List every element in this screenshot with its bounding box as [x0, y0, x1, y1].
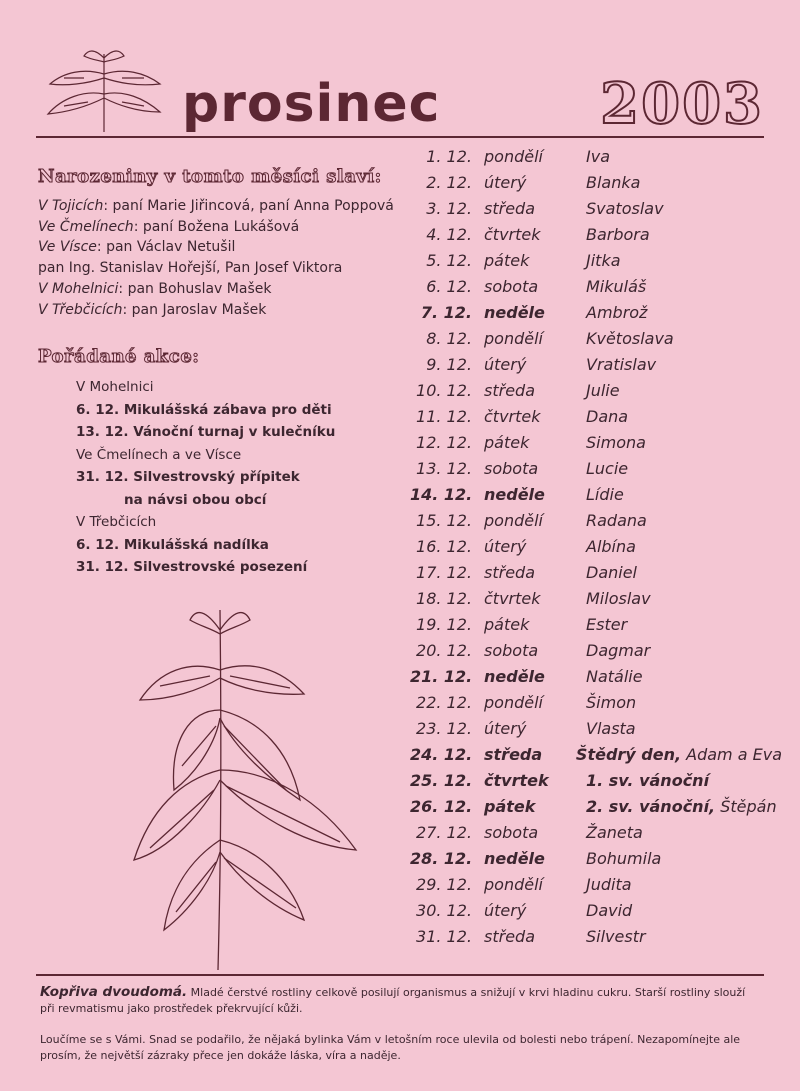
calendar-weekday: středa	[484, 745, 543, 764]
calendar-date: 31. 12.	[416, 927, 472, 946]
calendar-nameday	[586, 277, 782, 296]
calendar-weekday: úterý	[484, 719, 527, 738]
event-location: V Mohelnici	[76, 379, 154, 395]
calendar-date: 20. 12.	[416, 641, 472, 660]
calendar-row	[410, 303, 782, 329]
calendar-row	[410, 251, 782, 277]
calendar-weekday: středa	[484, 381, 535, 400]
calendar-name: Vratislav	[586, 355, 657, 374]
calendar-nameday	[586, 225, 782, 244]
footer-rule	[36, 974, 764, 976]
calendar-weekday: úterý	[484, 901, 527, 920]
calendar-date: 12. 12.	[416, 433, 472, 452]
calendar-date: 18. 12.	[416, 589, 472, 608]
calendar-name: Albína	[586, 537, 636, 556]
calendar-name: Lídie	[586, 485, 624, 504]
calendar-name: Štěpán	[715, 797, 777, 816]
calendar-weekday: sobota	[484, 459, 539, 478]
birthday-line	[38, 196, 408, 217]
calendar-name: Žaneta	[586, 823, 643, 842]
calendar-nameday	[586, 797, 782, 816]
calendar-row	[410, 589, 782, 615]
calendar-date: 28. 12.	[410, 849, 473, 868]
calendar-date: 13. 12.	[416, 459, 472, 478]
event-item: 31. 12. Silvestrovský přípitek	[76, 469, 300, 485]
event-location: V Třebčicích	[76, 514, 157, 530]
calendar-weekday: středa	[484, 563, 535, 582]
calendar-date: 9. 12.	[426, 355, 472, 374]
plant-title: Kopřiva dvoudomá.	[40, 984, 188, 1000]
calendar-weekday: neděle	[484, 849, 545, 868]
calendar-weekday: sobota	[484, 823, 539, 842]
calendar-nameday	[586, 589, 782, 608]
calendar-weekday: pátek	[484, 251, 530, 270]
calendar-weekday: sobota	[484, 277, 539, 296]
calendar-weekday: pondělí	[484, 147, 543, 166]
calendar-date: 21. 12.	[410, 667, 473, 686]
calendar-nameday	[586, 303, 782, 322]
calendar-row	[410, 927, 782, 953]
calendar-name: Blanka	[586, 173, 641, 192]
calendar-row	[410, 771, 782, 797]
calendar-weekday: pátek	[484, 615, 530, 634]
calendar-date: 15. 12.	[416, 511, 472, 530]
calendar-date: 19. 12.	[416, 615, 472, 634]
calendar-date: 6. 12.	[426, 277, 472, 296]
birthday-line	[38, 258, 408, 279]
calendar-name: Silvestr	[586, 927, 646, 946]
calendar-name: Radana	[586, 511, 647, 530]
calendar-row	[410, 797, 782, 823]
calendar-nameday	[586, 875, 782, 894]
calendar-row	[410, 537, 782, 563]
calendar-nameday	[586, 667, 782, 686]
calendar-row	[410, 355, 782, 381]
calendar-date: 14. 12.	[410, 485, 473, 504]
calendar-row	[410, 563, 782, 589]
calendar-nameday	[586, 459, 782, 478]
calendar-date: 17. 12.	[416, 563, 472, 582]
calendar-date: 5. 12.	[426, 251, 472, 270]
calendar-row	[410, 875, 782, 901]
calendar-row	[410, 173, 782, 199]
calendar-row	[410, 485, 782, 511]
calendar-nameday	[586, 615, 782, 634]
calendar-date: 26. 12.	[410, 797, 473, 816]
birthday-place: V Třebčicích	[38, 301, 123, 318]
calendar-row	[410, 433, 782, 459]
calendar-nameday	[586, 407, 782, 426]
birthday-names: paní Božena Lukášová	[142, 218, 300, 235]
calendar-date: 1. 12.	[426, 147, 472, 166]
calendar-row	[410, 667, 782, 693]
calendar-name: Květoslava	[586, 329, 674, 348]
calendar-name: Judita	[586, 875, 632, 894]
calendar-name: Simona	[586, 433, 646, 452]
calendar-holiday: 2. sv. vánoční,	[586, 797, 716, 816]
calendar-row	[410, 459, 782, 485]
calendar-weekday: pátek	[484, 797, 536, 816]
birthday-names: pan Ing. Stanislav Hořejší, Pan Josef Viktora	[38, 260, 343, 277]
event-item: 31. 12. Silvestrovské posezení	[76, 559, 308, 575]
calendar-row	[410, 277, 782, 303]
calendar-nameday	[586, 173, 782, 192]
calendar-name: Julie	[586, 381, 620, 400]
calendar-weekday: čtvrtek	[484, 225, 541, 244]
calendar-nameday	[586, 251, 782, 270]
calendar-holiday: Štědrý den,	[575, 745, 682, 764]
calendar-weekday: neděle	[484, 485, 545, 504]
calendar-nameday	[586, 199, 782, 218]
year-title: 2003	[600, 71, 764, 137]
calendar-nameday	[586, 771, 782, 790]
calendar-date: 27. 12.	[416, 823, 472, 842]
calendar-nameday	[586, 927, 782, 946]
birthday-separator: :	[118, 280, 128, 297]
calendar-row	[410, 823, 782, 849]
calendar-weekday: pátek	[484, 433, 530, 452]
calendar-row	[410, 147, 782, 173]
calendar-nameday	[586, 381, 782, 400]
calendar-name: Bohumila	[586, 849, 662, 868]
calendar-nameday	[586, 693, 782, 712]
calendar-holiday: 1. sv. vánoční	[586, 771, 710, 790]
calendar-row	[410, 641, 782, 667]
calendar-nameday	[586, 355, 782, 374]
calendar-weekday: neděle	[484, 303, 545, 322]
calendar-weekday: úterý	[484, 537, 527, 556]
calendar-name: Svatoslav	[586, 199, 664, 218]
calendar-name: Daniel	[586, 563, 637, 582]
calendar-weekday: pondělí	[484, 693, 543, 712]
calendar-weekday: středa	[484, 927, 535, 946]
calendar-nameday	[586, 641, 782, 660]
birthday-separator: :	[133, 218, 143, 235]
birthdays-list	[38, 196, 408, 320]
calendar-name: Šimon	[586, 693, 637, 712]
calendar-date: 30. 12.	[416, 901, 472, 920]
calendar-date: 10. 12.	[416, 381, 472, 400]
event-location: Ve Čmelínech a ve Vísce	[76, 446, 242, 463]
calendar-date: 25. 12.	[410, 771, 473, 790]
calendar-date: 29. 12.	[416, 875, 472, 894]
events-heading: Pořádané akce:	[38, 346, 200, 367]
event-item: 6. 12. Mikulášská zábava pro děti	[76, 401, 332, 418]
calendar-date: 4. 12.	[426, 225, 472, 244]
birthday-separator: :	[103, 198, 113, 214]
header-rule	[36, 136, 764, 138]
calendar-nameday	[586, 329, 782, 348]
calendar-row	[410, 225, 782, 251]
calendar-name: Vlasta	[586, 719, 636, 738]
birthday-names: paní Marie Jiřincová, paní Anna Poppová	[112, 198, 394, 214]
calendar-date: 7. 12.	[420, 303, 472, 322]
calendar-row	[410, 901, 782, 927]
calendar-nameday	[586, 147, 782, 166]
plant-text: Mladé čerstvé rostliny celkově posilují organismus a snižují v krvi hladinu cukru. Starší rostliny slouží při revmatismu jako prostředek překrvující kůži.	[40, 986, 746, 1015]
calendar-name: Miloslav	[586, 589, 651, 608]
calendar-weekday: neděle	[484, 667, 545, 686]
calendar-date: 3. 12.	[426, 199, 472, 218]
calendar-nameday	[586, 511, 782, 530]
birthday-line	[38, 279, 408, 300]
calendar-nameday	[586, 901, 782, 920]
calendar-nameday	[586, 563, 782, 582]
farewell-text: Loučíme se s Vámi. Snad se podařilo, že nějaká bylinka Vám v letošním roce ulevila od bolesti nebo trápení. Nezapomínejte ale prosím, že největší zázraky přece jen dokáže láska, víra a naděje.	[40, 1033, 741, 1062]
plant-note	[40, 984, 762, 1017]
calendar-row	[410, 199, 782, 225]
calendar-name: Natálie	[586, 667, 643, 686]
calendar-nameday	[586, 849, 782, 868]
birthday-names: pan Václav Netušil	[106, 239, 236, 256]
calendar-weekday: středa	[484, 199, 535, 218]
birthday-line	[38, 300, 408, 321]
calendar-name: Ambrož	[586, 303, 648, 322]
calendar-date: 22. 12.	[416, 693, 472, 712]
birthday-place: V Mohelnici	[38, 280, 119, 297]
calendar-name: Adam a Eva	[681, 745, 782, 764]
calendar-date: 23. 12.	[416, 719, 472, 738]
calendar-nameday	[586, 433, 782, 452]
calendar-nameday	[586, 719, 782, 738]
calendar-weekday: úterý	[484, 173, 527, 192]
calendar-row	[410, 511, 782, 537]
calendar-name: Lucie	[586, 459, 629, 478]
birthday-place: Ve Vísce	[38, 239, 97, 256]
calendar-name: Jitka	[586, 251, 621, 270]
calendar-nameday	[586, 485, 782, 504]
calendar-date: 8. 12.	[426, 329, 472, 348]
calendar-name: Mikuláš	[586, 277, 647, 296]
birthday-separator: :	[96, 239, 107, 256]
calendar-weekday: úterý	[484, 355, 527, 374]
calendar-nameday	[576, 745, 782, 764]
calendar-row	[410, 407, 782, 433]
events-list	[76, 376, 406, 579]
calendar-name: Barbora	[586, 225, 650, 244]
calendar-date: 11. 12.	[416, 407, 472, 426]
birthday-names: pan Jaroslav Mašek	[131, 301, 267, 318]
calendar-row	[410, 745, 782, 771]
calendar-date: 24. 12.	[410, 745, 473, 764]
calendar-weekday: čtvrtek	[484, 407, 541, 426]
event-item: 13. 12. Vánoční turnaj v kulečníku	[76, 424, 336, 440]
calendar-weekday: pondělí	[484, 875, 543, 894]
calendar-nameday	[586, 537, 782, 556]
birthday-place: Ve Čmelínech	[38, 218, 134, 235]
calendar-row	[410, 381, 782, 407]
calendar-weekday: pondělí	[484, 511, 543, 530]
calendar-date: 16. 12.	[416, 537, 472, 556]
calendar-row	[410, 329, 782, 355]
birthday-names: pan Bohuslav Mašek	[127, 280, 272, 297]
birthdays-heading: Narozeniny v tomto měsíci slaví:	[38, 166, 382, 187]
calendar-row	[410, 615, 782, 641]
calendar-date: 2. 12.	[426, 173, 472, 192]
nettle-plant-illustration	[120, 590, 370, 970]
month-title: prosinec	[182, 74, 441, 134]
calendar-name: Iva	[586, 147, 610, 166]
birthday-line	[38, 237, 408, 258]
calendar-row	[410, 849, 782, 875]
calendar-name: Dana	[586, 407, 629, 426]
birthday-place: V Tojicích	[38, 198, 104, 214]
birthday-separator: :	[122, 301, 132, 318]
event-item: 6. 12. Mikulášská nadílka	[76, 536, 269, 553]
event-item: na návsi obou obcí	[124, 491, 267, 508]
calendar-name: Dagmar	[586, 641, 651, 660]
calendar-list	[410, 147, 782, 953]
calendar-weekday: pondělí	[484, 329, 543, 348]
calendar-weekday: čtvrtek	[484, 771, 549, 790]
nettle-header-illustration	[44, 44, 164, 134]
calendar-row	[410, 693, 782, 719]
calendar-weekday: sobota	[484, 641, 539, 660]
calendar-row	[410, 719, 782, 745]
calendar-nameday	[586, 823, 782, 842]
calendar-weekday: čtvrtek	[484, 589, 541, 608]
birthday-line	[38, 217, 408, 238]
calendar-name: Ester	[586, 615, 628, 634]
calendar-name: David	[586, 901, 633, 920]
